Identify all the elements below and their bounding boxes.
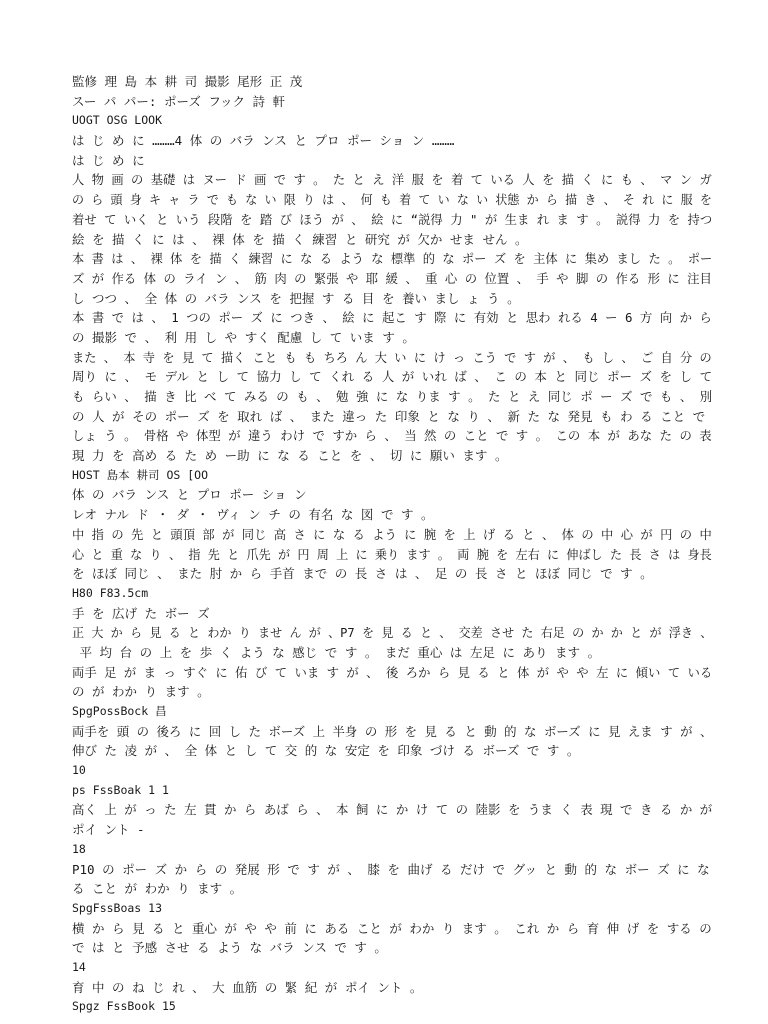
- page-footer: SpgFssBoas 13: [72, 900, 163, 915]
- book-title: スー パ パー: ポーズ フック 詩 軒: [72, 93, 286, 109]
- body-text-line: 伸び た 凌 が 、 全 体 と し て 交 的 な 安定 を 印象 づけ る ボーズ で す 。: [72, 743, 580, 759]
- body-text-line: 両手 足 が ま っ すぐ に 佑 び て いま す が 、 後 ろか ら 見 る と 体 が や や 左 に 傾い て いる: [72, 664, 713, 680]
- body-text-line: ポイ ント -: [72, 822, 145, 838]
- intro-paragraph-line: ズ が 作る 体 の ライ ン 、 筋 肉 の 緊張 や 耶 緩 、 重 心 の 位置 、 手 や 脚 の 作る 形 に 注目: [72, 270, 712, 286]
- page-number: 14: [72, 959, 86, 974]
- body-text-line: 横 か ら 見 る と 重心 が や や 前 に ある こと が わか り ます 。 これ か ら 育 伸 げ を する の: [72, 920, 712, 936]
- body-text-line: 心 と 重 な り 、 指 先 と 爪先 が 円 周 上 に 乗り ます 。 両 腕 を 左右 に 伸ばし た 長 さ は 身長: [72, 546, 712, 562]
- body-text-line: 中 指 の 先 と 頭頂 部 が 同じ 高 さ に な る よう に 腕 を 上 げ る と 、 体 の 中 心 が 円 の 中: [72, 526, 712, 542]
- pose-heading: 手 を 広げ た ボー ズ: [72, 605, 210, 621]
- intro-paragraph-line: 本 書 で は 、 1 つの ポー ズ に つき 、 絵 に 起こ す 際 に 有効 と 思わ れる 4 ー 6 方 向 か ら: [72, 310, 712, 326]
- measurement-label: H80 F83.5cm: [72, 585, 149, 600]
- title-romanized: UOGT OSG LOOK: [72, 113, 163, 128]
- author-signature: HOST 島本 耕司 OS [OO: [72, 467, 209, 482]
- intro-paragraph-line: も らい 、 描 き 比 べ て みる の も 、 勉 強 に な りま す 。 た と え 同じ ポ ー ズ で も 、 別: [72, 389, 713, 404]
- intro-paragraph-line: 本 書 は 、 裸 体 を 描 く 練習 に な る よう な 標準 的 な ポー ズ を 主体 に 集め まし た 。 ポー: [72, 251, 713, 267]
- intro-paragraph-line: 周り に 、 モ デル と し て 協力 し て くれ る 人 が いれ ば 、 こ の 本 と 同じ ポー ズ を し て: [72, 369, 713, 385]
- intro-paragraph-line: の 人 が その ポー ズ を 取れ ば 、 また 違っ た 印象 と な り 、 新 た な 発見 も わ る こと で: [72, 408, 706, 424]
- section-heading-balance: 体 の バラ ンス と プロ ポー ショ ン: [72, 487, 307, 503]
- intro-paragraph-line: し つつ 、 全 体 の バラ ンス を 把握 す る 目 を 養い まし ょ う 。: [72, 290, 520, 306]
- section-heading-introduction: は じ め に: [72, 152, 145, 168]
- body-text-line: 育 中 の ね じ れ 、 大 血筋 の 緊 紀 が ポイ ント 。: [72, 979, 423, 995]
- body-text-line: 正 大 か ら 見 る と わか り ませ ん が 、P7 を 見 る と 、 交差 させ た 右足 の か か と が 浮き 、: [72, 625, 713, 641]
- intro-paragraph-line: また 、 本 寺 を 見 て 描く こと も も ちろ ん 大 い に け っ こう で す が 、 も し 、 ご 自 分 の: [72, 349, 712, 365]
- page-footer: ps FssBoak 1 1: [72, 782, 169, 797]
- intro-paragraph-line: 着せ て いく と いう 段階 を 踏 び ほう が 、 絵 に “説得 力 " が 生ま れ ま す 。 説得 力 を 持つ: [72, 211, 713, 227]
- toc-entry: は じ め に ………4 体 の バラ ンス と プロ ポー ショ ン ………: [72, 133, 455, 149]
- credit-line: 監修 理 島 本 耕 司 撮影 尾形 正 茂: [72, 74, 303, 89]
- body-text-line: で は と 予感 させ る よう な バラ ンス で す 。: [72, 940, 387, 956]
- intro-paragraph-line: 絵 を 描 く に は 、 裸 体 を 描 く 練習 と 研究 が 欠か せま せん 。: [72, 231, 528, 247]
- page-number: 10: [72, 763, 86, 778]
- body-text-line: る こと が わか り ます 。: [72, 881, 243, 897]
- body-text-line: の が わか り ます 。: [72, 684, 210, 700]
- intro-paragraph-line: しょ う 。 骨格 や 体型 が 違う わけ で すか ら 、 当 然 の こと で す 。 この 本 が あな た の 表: [72, 428, 712, 444]
- body-text-line: 高く 上 が っ た 左 貫 か ら あば ら 、 本 飼 に か け て の 陸影 を うま く 表 現 で き る か が: [72, 802, 713, 818]
- body-text-line: 平 均 台 の 上 を 歩 く よう な 感じ で す 。 まだ 重心 は 左足 に あり ます 。: [72, 644, 601, 660]
- document-page: [72, 72, 712, 1017]
- page-footer: Spgz FssBook 15: [72, 999, 176, 1014]
- intro-paragraph-line: の 撮影 で 、 利 用 し や すく 配慮 し て いま す 。: [72, 329, 415, 345]
- body-text-line: 両手を 頭 の 後ろ に 回 し た ボーズ 上 半身 の 形 を 見 る と 動 的 な ボーズ に 見 えま す が 、: [72, 723, 713, 739]
- body-text-line: を ほぼ 同じ 、 また 肘 か ら 手首 まで の 長 さ は 、 足 の 長 さ と ほぼ 同じ で す 。: [72, 566, 653, 582]
- page-number: 18: [72, 841, 86, 856]
- body-text-line: レオ ナル ド ・ ダ ・ ヴィ ン チ の 有名 な 図 で す 。: [72, 507, 434, 523]
- intro-paragraph-line: 人 物 画 の 基礎 は ヌー ド 画 で す 。 た と え 洋 服 を 着 て いる 人 を 描 く に も 、 マ ン ガ: [72, 172, 712, 188]
- intro-paragraph-line: の ら 頭 身 キ ャ ラ で も な い 限 り は 、 何 も 着 て い な い 状態 か ら 描 き 、 そ れ に 服 を: [72, 192, 712, 208]
- body-text-line: P10 の ポー ズ か ら の 発展 形 で す が 、 膝 を 曲げ る だけ で グッ と 動 的 な ボー ズ に な: [72, 861, 710, 877]
- intro-paragraph-line: 現 力 を 高め る た め ー助 に な る こと を 、 切 に 願い ます 。: [72, 448, 508, 464]
- page-footer: SpgPossBock 昌: [72, 704, 167, 718]
